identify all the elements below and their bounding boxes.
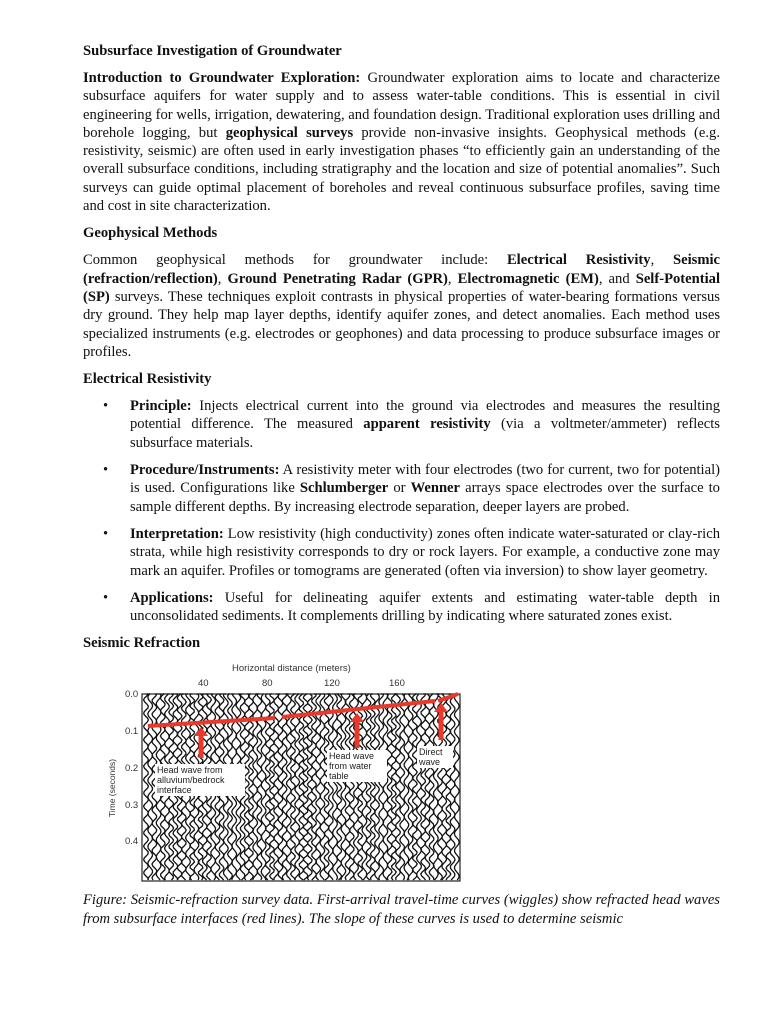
geophysical-methods-paragraph [83,251,720,361]
bullet-icon: • [103,462,109,479]
document-page [83,42,720,928]
y-tick: 0.1 [125,726,139,738]
electrical-resistivity-list [83,397,720,625]
label-water-table-head-wave: Head wave from water table [327,750,387,782]
bold-text: Self-Potential (SP) [83,270,721,305]
document-title: Subsurface Investigation of Groundwater [83,43,342,59]
list-item-principle [83,397,720,452]
text-run: , and [598,270,636,287]
text-run: , [650,252,673,269]
text-run: (via a voltmeter/ammeter) reflects subsurface materials. [130,416,720,451]
bold-text: Seismic (refraction/reflection) [83,252,721,287]
text-run: Low resistivity (high conductivity) zones often indicate water-saturated or clay-rich strata, while high resistivity corresponds to dry or rock layers. For example, a conductive zone may mark an aquifer. Profiles or tomograms are generated (often via inversion) to show layer geometry. [130,525,720,579]
geophysical-methods-heading: Geophysical Methods [83,225,218,242]
list-item-text [130,398,720,451]
bold-text: Wenner [410,480,461,497]
list-item-procedure [83,461,720,516]
text-run: Injects electrical current into the ground via electrodes and measures the resulting potential difference. The measured [130,398,720,433]
list-item-interpretation [83,525,720,580]
text-run: , [447,270,458,287]
list-item-text [130,590,720,624]
list-item-text [130,526,720,579]
y-tick: 0.2 [125,763,139,775]
text-run: , [217,270,228,287]
y-tick: 0.0 [125,689,139,701]
x-tick: 160 [389,678,405,690]
bold-text: Principle: [130,398,192,415]
x-tick: 120 [324,678,340,690]
x-tick: 40 [198,678,209,690]
text-run: Common geophysical methods for groundwater include: [83,252,507,269]
electrical-resistivity-heading: Electrical Resistivity [83,371,212,388]
list-item-text [130,462,720,515]
text-run: or [388,480,411,497]
bullet-icon: • [103,589,109,606]
bold-text: Procedure/Instruments: [130,462,280,479]
text-run: Groundwater exploration aims to locate and characterize subsurface aquifers for water supply and to assess water-table conditions. This is essential in civil engineering for wells, irrigation, dewatering, and foundation design. Traditional exploration uses drilling and borehole logging, but [83,70,720,141]
label-direct-wave: Direct wave [417,746,453,768]
bold-text: Applications: [130,589,214,606]
bullet-icon: • [103,525,109,542]
x-tick: 80 [262,678,273,690]
y-axis-title: Time (seconds) [107,759,117,818]
text-run: arrays space electrodes over the surface to sample different depths. By increasing electrode separation, deeper layers are probed. [130,480,720,515]
bold-text: Interpretation: [130,525,224,542]
bold-text: Electromagnetic (EM) [457,270,599,287]
figure-caption: Figure: Seismic-refraction survey data. First-arrival travel-time curves (wiggles) show refracted head waves from subsurface interfaces (red lines). The slope of these curves is used to determine seismic [83,892,720,927]
text-run: Useful for delineating aquifer extents and estimating water-table depth in unconsolidated sediments. It complements drilling by indicating where saturated zones exist. [130,589,720,625]
text-run: A resistivity meter with four electrodes (two for current, two for potential) is used. Configurations like [130,462,720,497]
seismic-refraction-heading: Seismic Refraction [83,635,201,652]
bold-text: Ground Penetrating Radar (GPR) [227,270,448,287]
bold-text: geophysical surveys [225,124,354,141]
list-item-applications [83,589,720,626]
bold-text: Electrical Resistivity [506,252,651,269]
seismic-refraction-figure [107,661,465,883]
y-tick: 0.4 [125,836,139,848]
label-bedrock-head-wave: Head wave from alluvium/bedrock interface [155,764,245,796]
text-run: provide non-invasive insights. Geophysical methods (e.g. resistivity, seismic) are often used in early investigation phases “to efficiently gain an understanding of the overall subsurface conditions, including stratigraphy and the location and size of potential anomalies”. Such surveys can guide optimal placement of boreholes and reveal continuous subsurface profiles, saving time and cost in site characterization. [83,124,720,215]
text-run: surveys. These techniques exploit contrasts in physical properties of water-bearing formations versus dry ground. They help map layer depths, identify aquifer zones, and detect anomalies. Each method uses specialized instruments (e.g. electrodes or geophones) and data processing to produce subsurface images or profiles. [83,288,720,360]
bold-text: Schlumberger [299,480,389,497]
bold-text: apparent resistivity [363,416,491,433]
bold-text: Introduction to Groundwater Exploration: [83,70,361,86]
bullet-icon: • [103,398,109,415]
intro-paragraph [83,69,720,215]
x-axis-title: Horizontal distance (meters) [232,663,351,675]
y-tick: 0.3 [125,800,139,812]
